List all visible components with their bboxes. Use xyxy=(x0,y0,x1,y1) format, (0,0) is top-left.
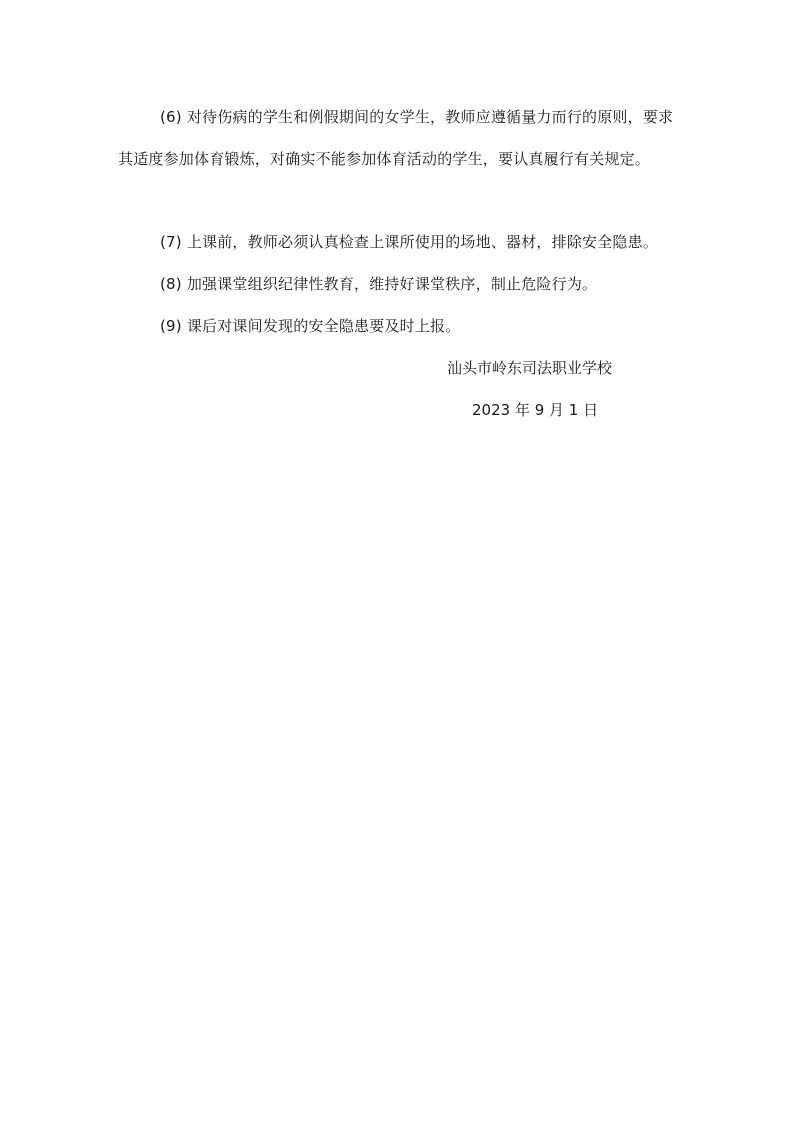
paragraph-item-8: (8) 加强课堂组织纪律性教育，维持好课堂秩序，制止危险行为。 xyxy=(160,275,598,293)
signature-organization: 汕头市岭东司法职业学校 xyxy=(447,359,613,377)
paragraph-item-7: (7) 上课前，教师必须认真检查上课所使用的场地、器材，排除安全隐患。 xyxy=(160,233,659,251)
paragraph-item-6: (6) 对待伤病的学生和例假期间的女学生，教师应遵循量力而行的原则，要求其适度参加体育锻炼，对确实不能参加体育活动的学生，要认真履行有关规定。 xyxy=(118,108,674,168)
paragraph-item-9: (9) 课后对课间发现的安全隐患要及时上报。 xyxy=(160,317,461,335)
signature-date: 2023 年 9 月 1 日 xyxy=(472,401,599,419)
